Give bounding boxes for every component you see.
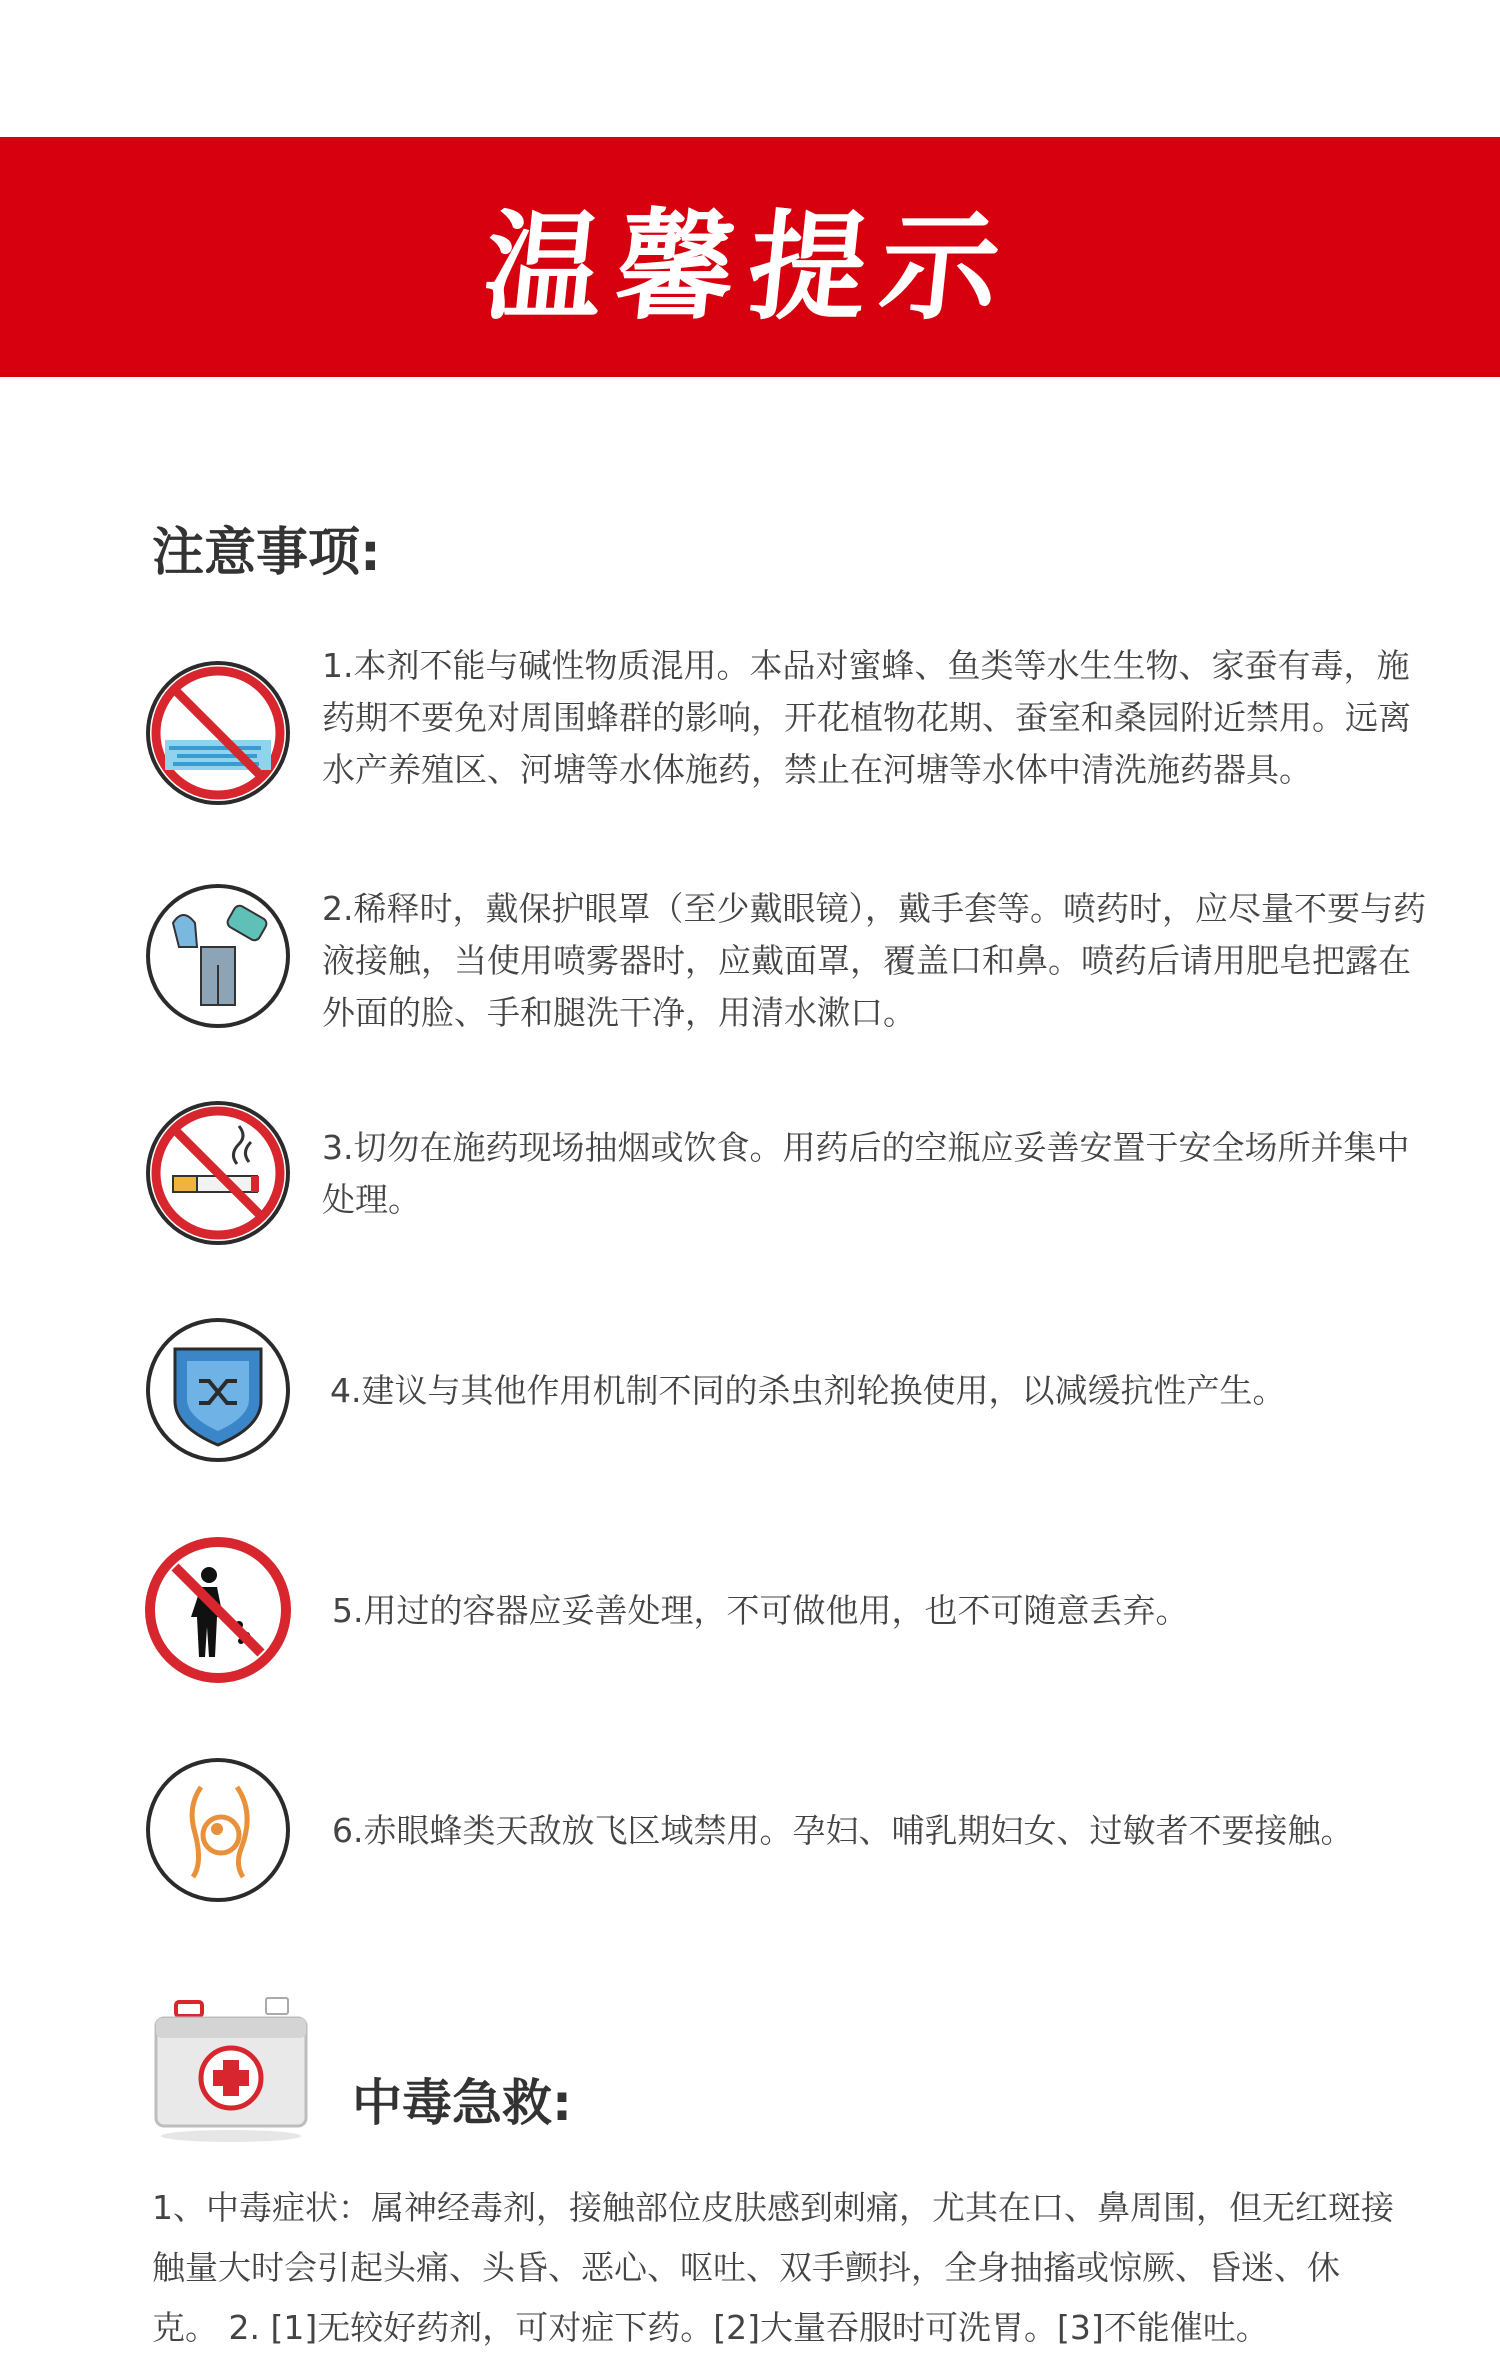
no-littering-icon <box>145 1537 291 1683</box>
banner-title: 温馨提示 <box>477 197 1021 336</box>
precaution-text: 5.用过的容器应妥善处理，不可做他用，也不可随意丢弃。 <box>332 1591 1189 1630</box>
pregnancy-icon <box>145 1757 291 1903</box>
precaution-item <box>0 1537 1500 1687</box>
precaution-item <box>0 1757 1500 1907</box>
precaution-text: 3.切勿在施药现场抽烟或饮食。用药后的空瓶应妥善安置于安全场所并集中处理。 <box>322 1128 1410 1219</box>
precaution-item <box>0 1100 1500 1250</box>
no-water-icon <box>145 660 291 806</box>
shield-shuffle-icon <box>145 1317 291 1463</box>
no-smoking-icon <box>145 1100 291 1246</box>
protective-gear-icon <box>145 883 291 1029</box>
first-aid-text: 1、中毒症状：属神经毒剂，接触部位皮肤感到刺痛，尤其在口、鼻周围，但无红斑接触量大时会引起头痛、头昏、恶心、呕吐、双手颤抖，全身抽搐或惊厥、昏迷、休克。 2. [1]无较好药剂，可对症下药。[2]大量吞服时可洗胃。[3]不能催吐。 <box>152 2188 1394 2347</box>
precaution-text: 4.建议与其他作用机制不同的杀虫剂轮换使用，以减缓抗性产生。 <box>330 1371 1286 1410</box>
precaution-item <box>0 883 1500 1053</box>
precautions-title: 注意事项: <box>152 523 381 583</box>
first-aid-kit-icon <box>148 1988 323 2148</box>
first-aid-title: 中毒急救: <box>352 2074 572 2132</box>
precaution-item <box>0 640 1500 860</box>
precaution-text: 1.本剂不能与碱性物质混用。本品对蜜蜂、鱼类等水生生物、家蚕有毒，施药期不要免对周围蜂群的影响，开花植物花期、蚕室和桑园附近禁用。远离水产养殖区、河塘等水体施药，禁止在河塘等水体中清洗施药器具。 <box>322 646 1411 789</box>
precaution-text: 6.赤眼蜂类天敌放飞区域禁用。孕妇、哺乳期妇女、过敏者不要接触。 <box>332 1811 1354 1850</box>
precaution-text: 2.稀释时，戴保护眼罩（至少戴眼镜），戴手套等。喷药时，应尽量不要与药液接触，当使用喷雾器时，应戴面罩，覆盖口和鼻。喷药后请用肥皂把露在外面的脸、手和腿洗干净，用清水漱口。 <box>322 889 1426 1032</box>
precaution-item <box>0 1317 1500 1467</box>
title-banner <box>0 137 1500 377</box>
